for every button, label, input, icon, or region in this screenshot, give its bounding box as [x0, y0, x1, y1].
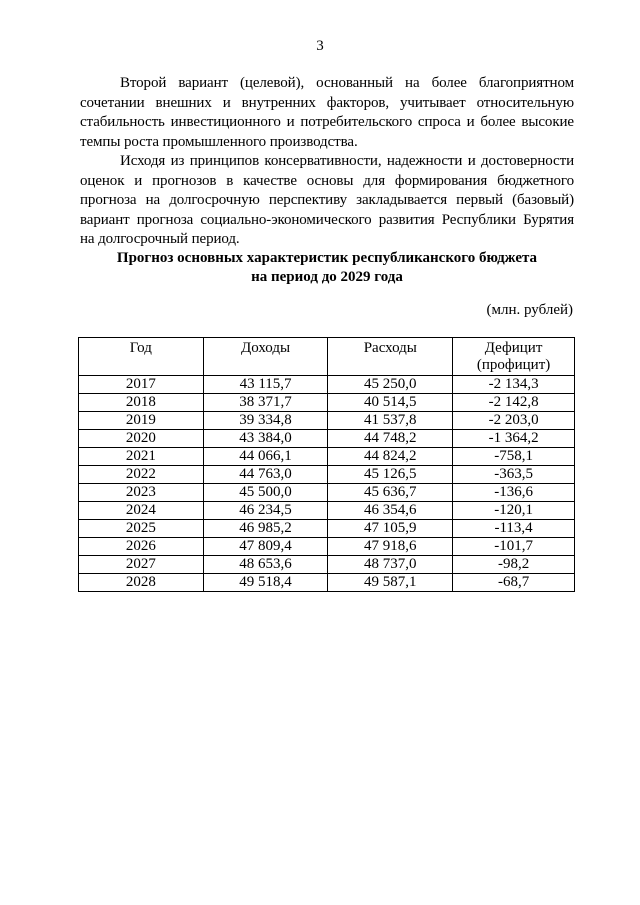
cell-deficit: -1 364,2: [453, 430, 575, 448]
cell-year: 2018: [79, 394, 204, 412]
table-row: [79, 556, 575, 574]
cell-expenses: 46 354,6: [328, 502, 453, 520]
table-row: [79, 502, 575, 520]
body-text: [80, 74, 574, 250]
cell-year: 2024: [79, 502, 204, 520]
cell-deficit: -136,6: [453, 484, 575, 502]
cell-year: 2023: [79, 484, 204, 502]
cell-deficit: -120,1: [453, 502, 575, 520]
units-label: (млн. рублей): [486, 302, 573, 318]
cell-revenue: 46 234,5: [203, 502, 328, 520]
cell-deficit: -758,1: [453, 448, 575, 466]
paragraph-target-variant: Второй вариант (целевой), основанный на более благоприятном сочетании внешних и внутренних факторов, учитывает относительную стабильность инвестиционного и потребительского спроса и более высокие темпы роста промышленного производства.: [80, 75, 574, 150]
cell-year: 2022: [79, 466, 204, 484]
table-row: [79, 538, 575, 556]
cell-deficit: -113,4: [453, 520, 575, 538]
cell-year: 2021: [79, 448, 204, 466]
column-header-deficit-line-1: Дефицит: [484, 340, 543, 356]
table-row: [79, 466, 575, 484]
cell-revenue: 43 115,7: [203, 376, 328, 394]
table-body: [79, 376, 575, 592]
table-row: [79, 376, 575, 394]
cell-year: 2028: [79, 574, 204, 592]
cell-year: 2026: [79, 538, 204, 556]
cell-revenue: 39 334,8: [203, 412, 328, 430]
cell-expenses: 40 514,5: [328, 394, 453, 412]
cell-deficit: -101,7: [453, 538, 575, 556]
cell-expenses: 45 636,7: [328, 484, 453, 502]
cell-expenses: 48 737,0: [328, 556, 453, 574]
cell-revenue: 46 985,2: [203, 520, 328, 538]
cell-deficit: -363,5: [453, 466, 575, 484]
paragraph-base-variant: Исходя из принципов консервативности, надежности и достоверности оценок и прогнозов в качестве основы для формирования бюджетного прогноза на долгосрочную перспективу закладывается первый (базовый) вариант прогноза социально-экономического развития Республики Бурятия на долгосрочный период.: [80, 153, 574, 247]
cell-expenses: 44 824,2: [328, 448, 453, 466]
table-row: [79, 574, 575, 592]
cell-revenue: 48 653,6: [203, 556, 328, 574]
table-heading-line-1: Прогноз основных характеристик республиканского бюджета: [116, 250, 538, 266]
cell-revenue: 43 384,0: [203, 430, 328, 448]
cell-year: 2020: [79, 430, 204, 448]
cell-deficit: -2 142,8: [453, 394, 575, 412]
page-number: 3: [316, 38, 324, 54]
cell-revenue: 44 066,1: [203, 448, 328, 466]
table-row: [79, 448, 575, 466]
column-header-revenue: Доходы: [203, 338, 328, 376]
table-row: [79, 394, 575, 412]
budget-table: [78, 337, 575, 592]
cell-revenue: 47 809,4: [203, 538, 328, 556]
cell-expenses: 45 250,0: [328, 376, 453, 394]
column-header-deficit-line-2: (профицит): [476, 357, 551, 373]
cell-expenses: 47 918,6: [328, 538, 453, 556]
cell-revenue: 44 763,0: [203, 466, 328, 484]
table-row: [79, 412, 575, 430]
table-row: [79, 520, 575, 538]
cell-deficit: -68,7: [453, 574, 575, 592]
table-header-row: [79, 338, 575, 376]
table-heading: [80, 249, 574, 287]
cell-deficit: -2 203,0: [453, 412, 575, 430]
cell-year: 2017: [79, 376, 204, 394]
cell-year: 2019: [79, 412, 204, 430]
column-header-year: Год: [79, 338, 204, 376]
cell-revenue: 38 371,7: [203, 394, 328, 412]
cell-revenue: 45 500,0: [203, 484, 328, 502]
cell-revenue: 49 518,4: [203, 574, 328, 592]
cell-deficit: -98,2: [453, 556, 575, 574]
cell-expenses: 47 105,9: [328, 520, 453, 538]
column-header-expenses: Расходы: [328, 338, 453, 376]
cell-expenses: 44 748,2: [328, 430, 453, 448]
cell-expenses: 41 537,8: [328, 412, 453, 430]
cell-year: 2027: [79, 556, 204, 574]
table-heading-line-2: на период до 2029 года: [251, 269, 403, 285]
cell-deficit: -2 134,3: [453, 376, 575, 394]
cell-expenses: 49 587,1: [328, 574, 453, 592]
table-row: [79, 484, 575, 502]
cell-year: 2025: [79, 520, 204, 538]
column-header-deficit: [453, 338, 575, 376]
table-row: [79, 430, 575, 448]
cell-expenses: 45 126,5: [328, 466, 453, 484]
